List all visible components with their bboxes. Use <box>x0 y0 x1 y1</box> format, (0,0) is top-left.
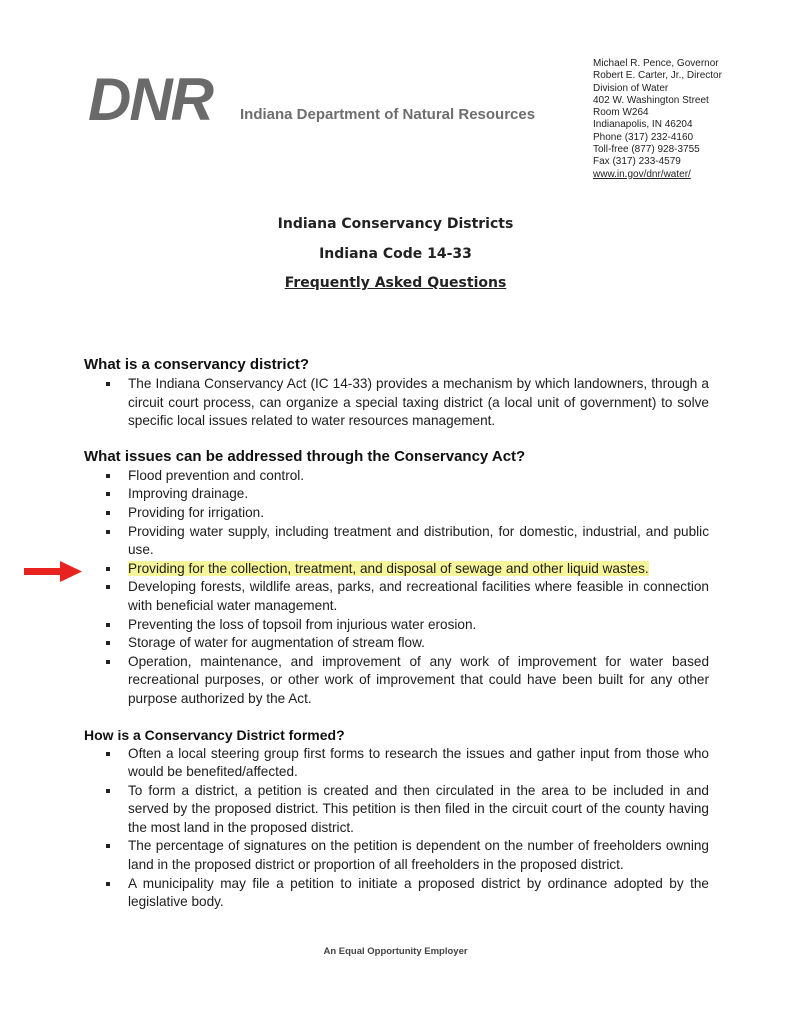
list-item <box>84 782 709 838</box>
list-item <box>84 837 709 874</box>
document-subtitle: Frequently Asked Questions <box>284 275 507 291</box>
address-block <box>593 58 722 181</box>
item-text: To form a district, a petition is created and then circulated in the area to be included in and served by the proposed district. This petition is then filed in the circuit court of the county having the most land in the proposed district. <box>128 782 709 835</box>
list-item <box>84 875 709 912</box>
footer-text: An Equal Opportunity Employer <box>323 946 468 957</box>
bullet-icon <box>106 382 110 386</box>
address-line: Fax (317) 233-4579 <box>593 156 681 168</box>
list-item <box>84 485 709 504</box>
section-heading: What is a conservancy district? <box>84 356 310 373</box>
bullet-icon <box>106 567 110 571</box>
faq-section <box>84 356 709 431</box>
faq-section <box>84 726 709 912</box>
address-line: Room W264 <box>593 107 649 119</box>
list-item <box>84 523 709 560</box>
section-heading: How is a Conservancy District formed? <box>84 726 345 743</box>
bullet-list <box>84 375 709 431</box>
item-text: The Indiana Conservancy Act (IC 14-33) provides a mechanism by which landowners, through a circuit court process, can organize a special taxing district (a local unit of government) to solve specific local issues related to water resources management. <box>128 376 709 429</box>
address-line: Michael R. Pence, Governor <box>593 58 719 69</box>
bullet-icon <box>106 492 110 496</box>
item-text: Providing water supply, including treatment and distribution, for domestic, industrial, and public use. <box>128 523 709 558</box>
bullet-list <box>84 467 709 709</box>
faq-section <box>84 448 709 709</box>
item-text: Improving drainage. <box>128 486 249 502</box>
document-subtitle-wrap <box>0 275 791 291</box>
faq-content <box>84 356 709 912</box>
website-link[interactable]: www.in.gov/dnr/water/ <box>593 168 691 180</box>
item-text: Flood prevention and control. <box>128 467 305 483</box>
item-text: Developing forests, wildlife areas, parks, and recreational facilities where feasible in connection with beneficial water management. <box>128 579 709 613</box>
bullet-icon <box>106 623 110 627</box>
list-item <box>84 745 709 782</box>
section-heading: What issues can be addressed through the Conservancy Act? <box>84 447 526 465</box>
address-line: Toll-free (877) 928-3755 <box>593 144 700 156</box>
list-item <box>84 504 709 523</box>
bullet-icon <box>106 511 110 515</box>
document-code: Indiana Code 14-33 <box>319 246 472 262</box>
address-line: Phone (317) 232-4160 <box>593 131 694 143</box>
list-item <box>84 634 709 653</box>
bullet-list <box>84 745 709 912</box>
highlighted-item-text: Providing for the collection, treatment, and disposal of sewage and other liquid wastes. <box>128 560 649 576</box>
item-text: Operation, maintenance, and improvement of any work of improvement for water based recreational purposes, or other work of improvement that could have been built for any other purpose authorized by the Act. <box>128 653 709 706</box>
list-item <box>84 653 709 709</box>
list-item <box>84 616 709 635</box>
bullet-icon <box>106 844 110 848</box>
red-arrow-icon <box>24 560 84 584</box>
document-title: Indiana Conservancy Districts <box>277 216 514 232</box>
item-text: The percentage of signatures on the petition is dependent on the number of freeholders owning land in the proposed district or proportion of all freeholders in the proposed district. <box>128 838 709 873</box>
item-text: A municipality may file a petition to initiate a proposed district by ordinance adopted by the legislative body. <box>128 875 709 910</box>
bullet-icon <box>106 474 110 478</box>
logo-text: DNR <box>88 66 212 133</box>
list-item-highlighted <box>84 560 709 579</box>
address-line: Division of Water <box>593 82 669 94</box>
department-name: Indiana Department of Natural Resources <box>240 106 536 123</box>
item-text: Storage of water for augmentation of stream flow. <box>128 635 425 651</box>
bullet-icon <box>106 585 110 589</box>
item-text: Providing for irrigation. <box>128 504 264 520</box>
address-line: 402 W. Washington Street <box>593 94 709 106</box>
item-text: Often a local steering group first forms to research the issues and gather input from those who would be benefited/affected. <box>128 745 709 780</box>
bullet-icon <box>106 660 110 664</box>
item-text: Preventing the loss of topsoil from injurious water erosion. <box>128 616 477 632</box>
bullet-icon <box>106 641 110 645</box>
list-item <box>84 375 709 431</box>
bullet-icon <box>106 530 110 534</box>
address-line: Robert E. Carter, Jr., Director <box>593 70 722 82</box>
list-item <box>84 467 709 486</box>
bullet-icon <box>106 882 110 886</box>
list-item <box>84 578 709 615</box>
bullet-icon <box>106 789 110 793</box>
address-line: Indianapolis, IN 46204 <box>593 119 693 131</box>
bullet-icon <box>106 752 110 756</box>
